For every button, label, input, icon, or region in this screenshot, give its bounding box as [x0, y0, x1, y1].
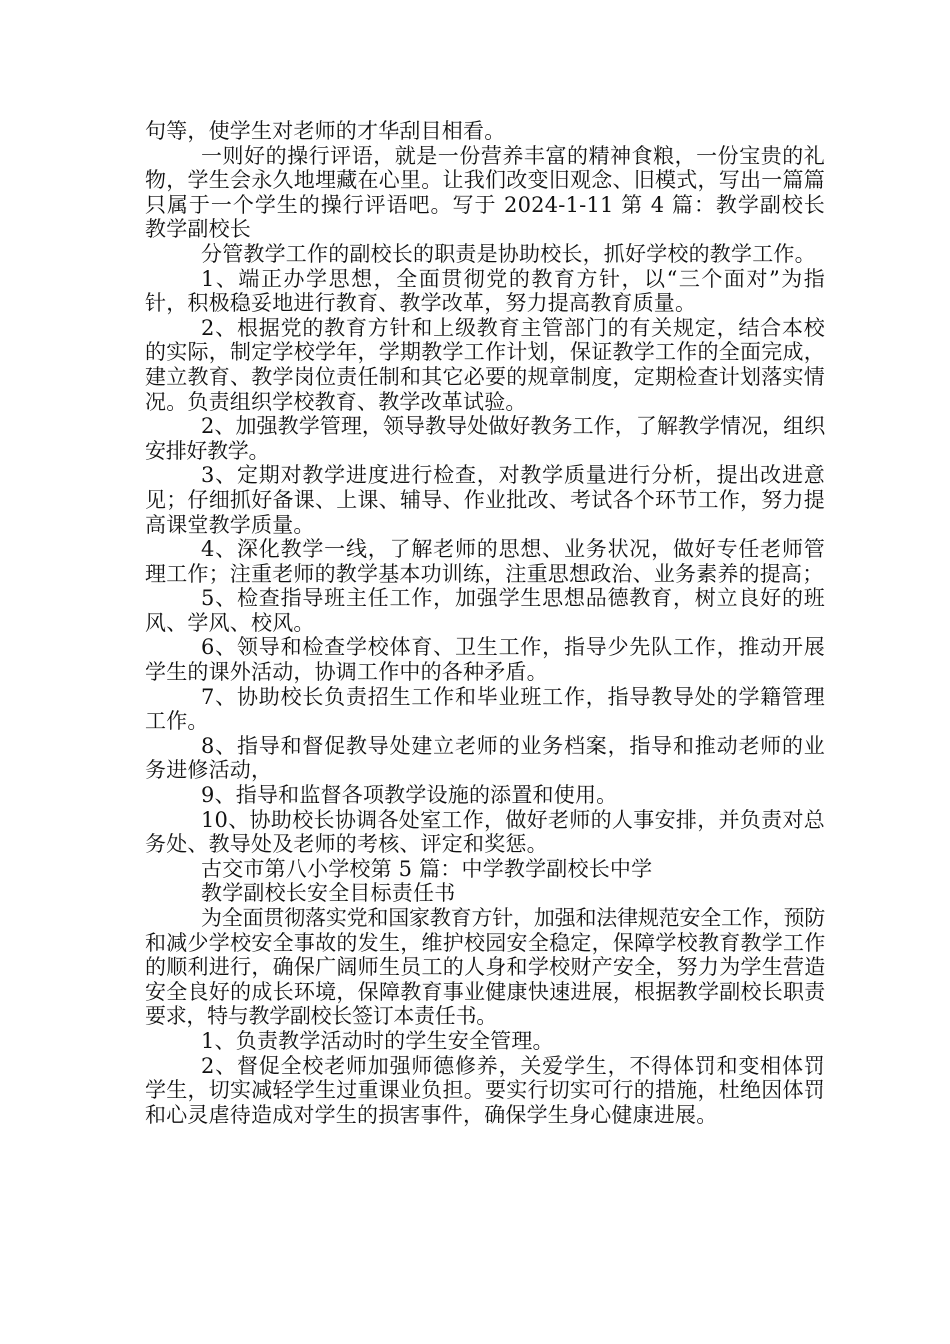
paragraph: 2、根据党的教育方针和上级教育主管部门的有关规定，结合本校的实际，制定学校学年，学期教学工作计划，保证教学工作的全面完成，建立教育、教学岗位责任制和其它必要的规章制度，定期检查计划落实情况。负责组织学校教育、教学改革试验。 — [145, 315, 825, 414]
paragraph: 4、深化教学一线，了解老师的思想、业务状况，做好专任老师管理工作；注重老师的教学基本功训练，注重思想政治、业务素养的提高； — [145, 537, 825, 586]
document-title: 教学副校长安全目标责任书 — [201, 881, 456, 906]
paragraph: 1、端正办学思想，全面贯彻党的教育方针，以“三个面对”为指针，积极稳妥地进行教育、教学改革，努力提高教育质量。 — [145, 266, 825, 316]
paragraph: 6、领导和检查学校体育、卫生工作，指导少先队工作，推动开展学生的课外活动，协调工作中的各种矛盾。 — [145, 635, 825, 685]
paragraph: 一则好的操行评语，就是一份营养丰富的精神食粮，一份宝贵的礼物，学生会永久地埋藏在心里。让我们改变旧观念、旧模式，写出一篇篇只属于一个学生的操行评语吧。写于 2024-1-11 第 4 篇：教学副校长教学副校长 — [145, 143, 825, 242]
paragraph: 为全面贯彻落实党和国家教育方针，加强和法律规范安全工作，预防和减少学校安全事故的发生，维护校园安全稳定，保障学校教育教学工作的顺利进行，确保广阔师生员工的人身和学校财产安全，努力为学生营造安全良好的成长环境，保障教育事业健康快速进展，根据教学副校长职责要求，特与教学副校长签订本责任书。 — [145, 906, 825, 1029]
paragraph: 9、指导和监督各项教学设施的添置和使用。 — [201, 783, 618, 808]
section-heading: 古交市第八小学校第 5 篇：中学教学副校长中学 — [201, 856, 653, 881]
paragraph: 2、加强教学管理，领导教导处做好教务工作，了解教学情况，组织安排好教学。 — [145, 414, 825, 463]
paragraph: 2、督促全校老师加强师德修养，关爱学生，不得体罚和变相体罚学生，切实减轻学生过重课业负担。要实行切实可行的措施，杜绝因体罚和心灵虐待造成对学生的损害事件，确保学生身心健康进展。 — [145, 1053, 825, 1127]
paragraph: 8、指导和督促教导处建立老师的业务档案，指导和推动老师的业务进修活动， — [145, 733, 825, 783]
paragraph: 7、协助校长负责招生工作和毕业班工作，指导教导处的学籍管理工作。 — [145, 684, 825, 734]
paragraph: 分管教学工作的副校长的职责是协助校长，抓好学校的教学工作。 — [201, 241, 816, 266]
document-page — [145, 119, 825, 1127]
paragraph: 3、定期对教学进度进行检查，对教学质量进行分析，提出改进意见；仔细抓好备课、上课、辅导、作业批改、考试各个环节工作，努力提高课堂教学质量。 — [145, 463, 825, 537]
paragraph: 10、协助校长协调各处室工作，做好老师的人事安排，并负责对总务处、教导处及老师的考核、评定和奖惩。 — [145, 807, 825, 857]
paragraph: 5、检查指导班主任工作，加强学生思想品德教育，树立良好的班风、学风、校风。 — [145, 586, 825, 635]
paragraph: 句等，使学生对老师的才华刮目相看。 — [145, 119, 506, 143]
paragraph: 1、负责教学活动时的学生安全管理。 — [201, 1028, 554, 1053]
